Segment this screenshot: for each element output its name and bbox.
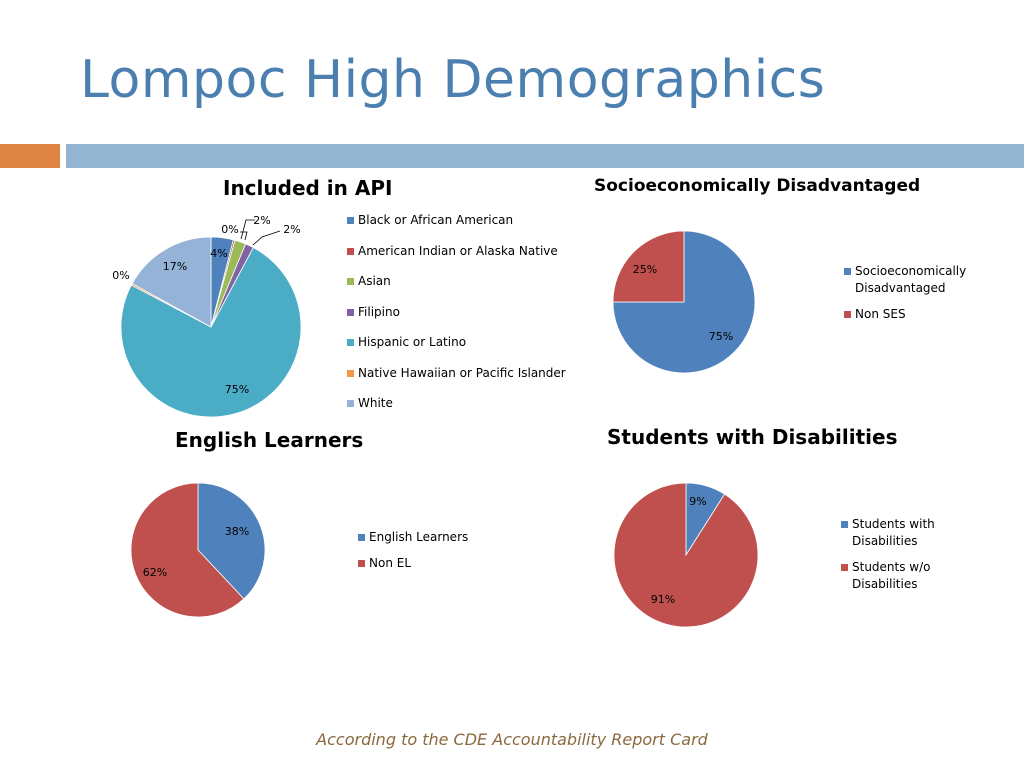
legend-label: White [358, 396, 393, 410]
legend-item-hispanic-or-latino [347, 334, 566, 351]
chart-title-ses: Socioeconomically Disadvantaged [594, 176, 921, 196]
legend-label: Hispanic or Latino [358, 335, 467, 349]
legend-label: Filipino [358, 304, 400, 319]
legend-label: Asian [358, 274, 391, 288]
legend-label: Students with Disabilities [852, 517, 935, 548]
legend-label: American Indian or Alaska Native [358, 243, 558, 258]
data-label-black-or-african-american: 4% [210, 247, 228, 260]
data-label-non-el: 62% [142, 566, 168, 579]
data-label-white: 17% [162, 260, 188, 273]
legend-item-students-with-disabilities [841, 516, 961, 550]
pie-slice-students-w-o-disabilities [614, 483, 758, 627]
legend-item-american-indian-or-alaska-native [347, 243, 566, 260]
legend-swd [841, 516, 961, 602]
data-label-students-w-o-disabilities: 91% [650, 593, 676, 606]
data-label-native-hawaiian-or-pacific-islander: 0% [112, 269, 130, 282]
data-label-socioeconomically-disadvantaged: 75% [708, 330, 734, 343]
legend-swatch [347, 309, 354, 316]
legend-swatch [347, 248, 354, 255]
legend-label: Students w/o Disabilities [852, 560, 931, 591]
data-label-hispanic-or-latino: 75% [224, 383, 250, 396]
legend-label: Black or African American [358, 213, 514, 227]
legend-item-filipino [347, 304, 566, 321]
legend-swatch [844, 311, 851, 318]
legend-label: Native Hawaiian or Pacific Islander [358, 365, 566, 380]
pie-chart-api [100, 205, 320, 435]
legend-swatch [347, 339, 354, 346]
legend-swatch [358, 560, 365, 567]
legend-item-non-ses [844, 306, 994, 323]
legend-swatch [347, 217, 354, 224]
legend-item-english-learners [358, 529, 468, 546]
legend-swatch [358, 534, 365, 541]
accent-band-orange [0, 144, 60, 168]
legend-item-asian [347, 273, 566, 290]
legend-item-socioeconomically-disadvantaged [844, 263, 994, 297]
legend-ses [844, 263, 994, 332]
pie-chart-el [120, 474, 280, 634]
legend-swatch [841, 564, 848, 571]
legend-label: Non SES [855, 307, 906, 321]
legend-item-non-el [358, 555, 468, 572]
legend-item-students-w-o-disabilities [841, 559, 961, 593]
chart-title-el: English Learners [175, 428, 364, 452]
legend-label: English Learners [369, 530, 469, 544]
legend-item-native-hawaiian-or-pacific-islander [347, 365, 566, 382]
data-label-english-learners: 38% [224, 525, 250, 538]
legend-item-black-or-african-american [347, 212, 566, 229]
legend-label: Socioeconomically Disadvantaged [855, 264, 967, 295]
legend-swatch [844, 268, 851, 275]
legend-item-white [347, 395, 566, 412]
pie-chart-swd [600, 470, 770, 640]
chart-title-api: Included in API [223, 176, 393, 200]
data-label-asian: 2% [253, 214, 271, 227]
footer-source: According to the CDE Accountability Report Card [316, 730, 708, 749]
legend-swatch [841, 521, 848, 528]
legend-api [347, 212, 566, 426]
chart-title-swd: Students with Disabilities [607, 425, 898, 449]
legend-swatch [347, 370, 354, 377]
legend-swatch [347, 278, 354, 285]
data-label-students-with-disabilities: 9% [689, 495, 707, 508]
data-label-filipino: 2% [283, 223, 301, 236]
legend-el [358, 529, 468, 581]
slide-title: Lompoc High Demographics [80, 50, 826, 110]
pie-chart-ses [600, 220, 770, 390]
legend-label: Non EL [369, 556, 412, 570]
leader-line [253, 231, 280, 245]
data-label-non-ses: 25% [632, 263, 658, 276]
accent-band-blue [66, 144, 1024, 168]
data-label-american-indian-or-alaska-native: 0% [221, 223, 239, 236]
legend-swatch [347, 400, 354, 407]
